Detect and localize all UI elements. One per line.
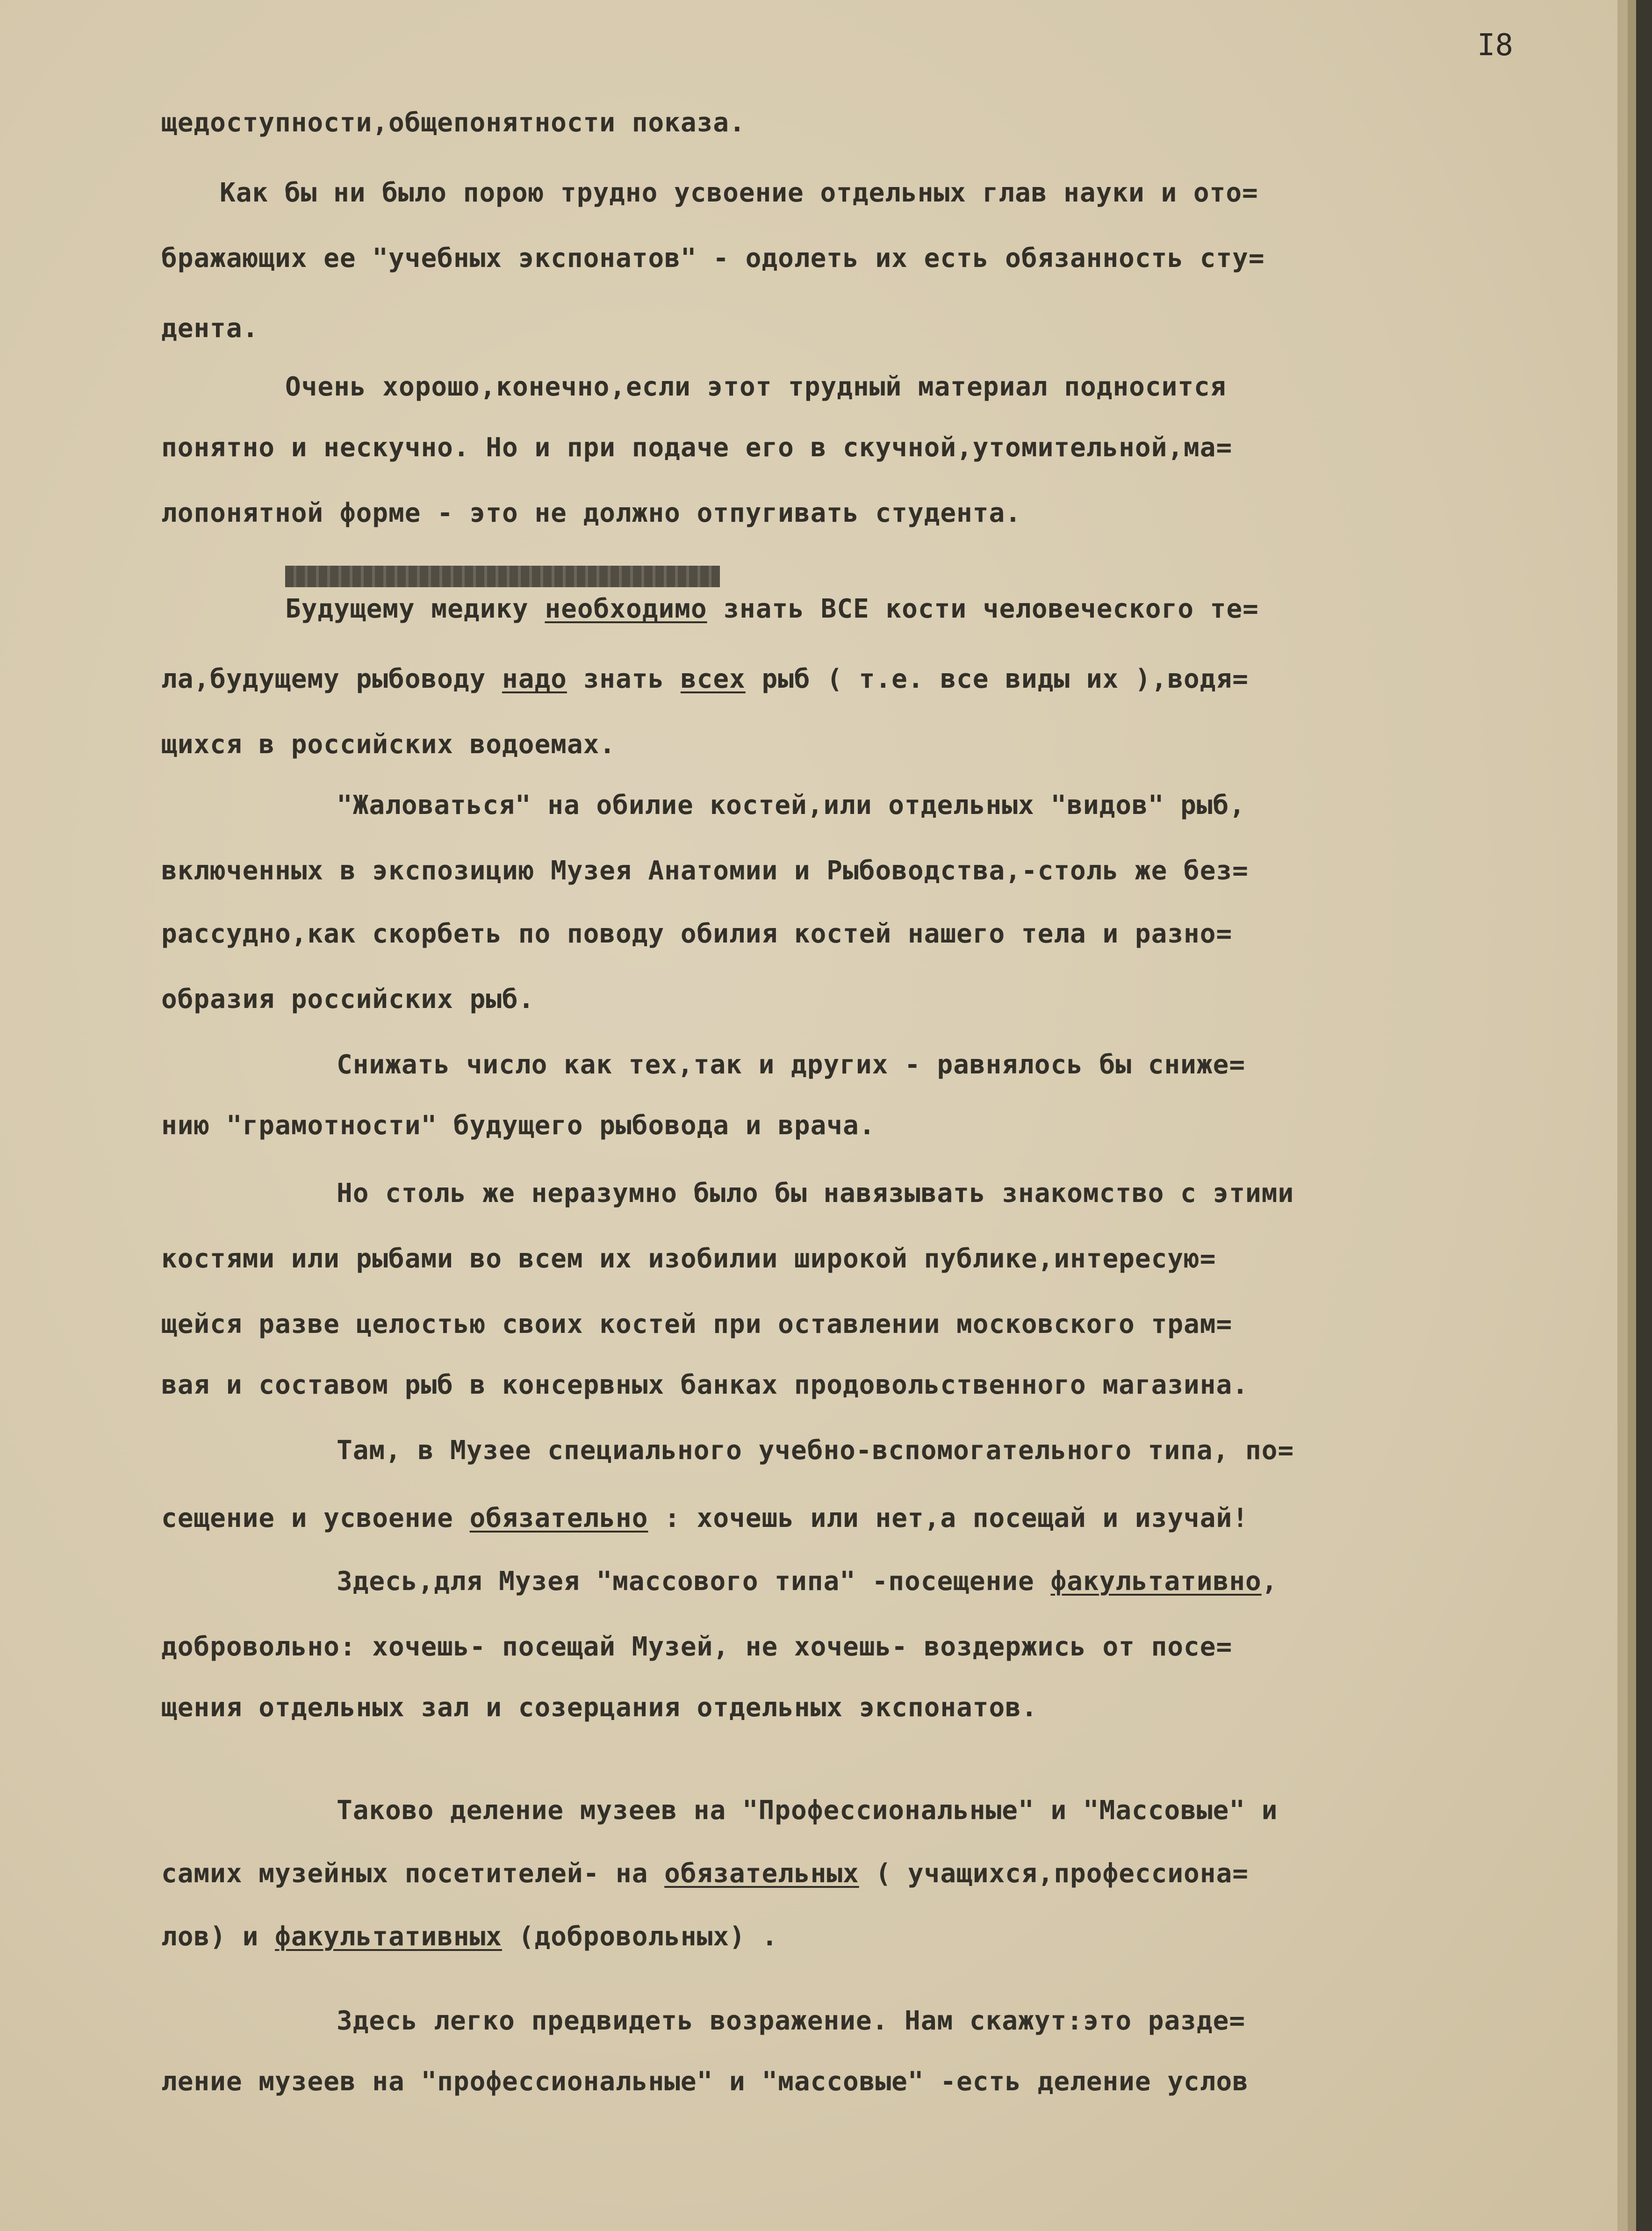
text-line bbox=[161, 498, 1021, 528]
text-line bbox=[285, 594, 1259, 624]
text-line bbox=[161, 1503, 1249, 1533]
text-line bbox=[220, 178, 1258, 208]
text-line bbox=[161, 729, 616, 760]
text-segment: "Жаловаться" на обилие костей,или отдельных "видов" рыб, bbox=[337, 790, 1246, 820]
text-line bbox=[161, 1858, 1249, 1889]
underlined-word: необходимо bbox=[545, 594, 707, 624]
text-line bbox=[161, 664, 1249, 694]
text-line bbox=[337, 1435, 1294, 1466]
text-segment: , bbox=[1261, 1566, 1278, 1597]
text-segment: включенных в экспозицию Музея Анатомии и Рыбоводства,-столь же без= bbox=[161, 856, 1249, 886]
text-line bbox=[337, 1050, 1245, 1080]
text-line bbox=[337, 2006, 1245, 2036]
text-segment: добровольно: хочешь- посещай Музей, не хочешь- воздержись от посе= bbox=[161, 1632, 1233, 1662]
text-segment: бражающих ее "учебных экспонатов" - одолеть их есть обязанность сту= bbox=[161, 243, 1265, 273]
text-segment: вая и составом рыб в консервных банках продовольственного магазина. bbox=[161, 1370, 1249, 1400]
text-line bbox=[161, 313, 259, 344]
text-segment: Здесь легко предвидеть возражение. Нам скажут:это разде= bbox=[337, 2006, 1246, 2036]
text-line bbox=[161, 984, 534, 1015]
underlined-word: надо bbox=[502, 664, 567, 694]
text-segment: Как бы ни было порою трудно усвоение отдельных глав науки и ото= bbox=[220, 178, 1258, 208]
text-segment: Здесь,для Музея "массового типа" -посещение bbox=[337, 1566, 1051, 1597]
text-segment: понятно и нескучно. Но и при подаче его в скучной,утомительной,ма= bbox=[161, 432, 1233, 463]
text-segment: щихся в российских водоемах. bbox=[161, 729, 616, 760]
text-line bbox=[285, 372, 1226, 402]
text-segment: Но столь же неразумно было бы навязывать знакомство с этими bbox=[337, 1178, 1294, 1209]
text-segment: Будущему медику bbox=[285, 594, 545, 624]
text-segment: знать bbox=[567, 664, 681, 694]
text-segment: Таково деление музеев на "Профессиональные" и "Массовые" и bbox=[337, 1795, 1278, 1826]
text-line bbox=[161, 1370, 1249, 1400]
struck-out-text bbox=[285, 566, 720, 587]
text-segment: самих музейных посетителей- на bbox=[161, 1858, 665, 1889]
text-line bbox=[161, 1244, 1216, 1274]
text-line bbox=[161, 856, 1249, 886]
text-line bbox=[337, 1566, 1278, 1597]
text-line bbox=[161, 1110, 875, 1141]
text-line bbox=[161, 243, 1265, 273]
text-line bbox=[337, 1178, 1294, 1209]
text-line bbox=[161, 2066, 1249, 2097]
page-edge bbox=[1636, 0, 1652, 2231]
text-line bbox=[161, 432, 1232, 463]
text-segment: (добровольных) . bbox=[502, 1922, 778, 1952]
page-edge bbox=[1628, 0, 1636, 2231]
underlined-word: факультативных bbox=[275, 1922, 503, 1952]
underlined-word: обязательных bbox=[664, 1858, 859, 1889]
text-segment: знать ВСЕ кости человеческого те= bbox=[707, 594, 1259, 624]
text-segment: ла,будущему рыбоводу bbox=[161, 664, 503, 694]
text-segment: нию "грамотности" будущего рыбовода и врача. bbox=[161, 1110, 876, 1141]
text-segment: Очень хорошо,конечно,если этот трудный материал подносится bbox=[285, 372, 1227, 402]
text-segment: щейся разве целостью своих костей при оставлении московского трам= bbox=[161, 1309, 1233, 1339]
underlined-word: факультативно bbox=[1050, 1566, 1262, 1597]
text-segment: сещение и усвоение bbox=[161, 1503, 470, 1533]
text-segment: Снижать число как тех,так и других - равнялось бы сниже= bbox=[337, 1050, 1246, 1080]
text-segment: лопонятной форме - это не должно отпугивать студента. bbox=[161, 498, 1021, 528]
text-segment: дента. bbox=[161, 313, 259, 344]
text-segment: ( учащихся,профессиона= bbox=[859, 1858, 1249, 1889]
text-segment: Там, в Музее специального учебно-вспомогательного типа, по= bbox=[337, 1435, 1294, 1466]
text-line bbox=[337, 790, 1245, 820]
text-line bbox=[161, 1692, 1038, 1723]
page-number: I8 bbox=[1477, 28, 1514, 63]
text-line bbox=[161, 1309, 1232, 1339]
text-segment: лов) и bbox=[161, 1922, 275, 1952]
text-segment: костями или рыбами во всем их изобилии широкой публике,интересую= bbox=[161, 1244, 1216, 1274]
text-segment: щения отдельных зал и созерцания отдельных экспонатов. bbox=[161, 1692, 1038, 1723]
text-segment: рыб ( т.е. все виды их ),водя= bbox=[745, 664, 1249, 694]
text-line bbox=[161, 108, 746, 138]
text-line bbox=[161, 1632, 1232, 1662]
text-segment: рассудно,как скорбеть по поводу обилия костей нашего тела и разно= bbox=[161, 919, 1233, 949]
text-line bbox=[337, 1795, 1278, 1826]
underlined-word: обязательно bbox=[469, 1503, 648, 1533]
text-segment: : хочешь или нет,а посещай и изучай! bbox=[648, 1503, 1249, 1533]
text-segment: образия российских рыб. bbox=[161, 984, 535, 1015]
text-segment: ление музеев на "профессиональные" и "массовые" -есть деление услов bbox=[161, 2066, 1249, 2097]
text-line bbox=[161, 1922, 778, 1952]
underlined-word: всех bbox=[680, 664, 746, 694]
page-edge bbox=[1617, 0, 1628, 2231]
text-line bbox=[161, 919, 1232, 949]
text-segment: щедоступности,общепонятности показа. bbox=[161, 108, 746, 138]
